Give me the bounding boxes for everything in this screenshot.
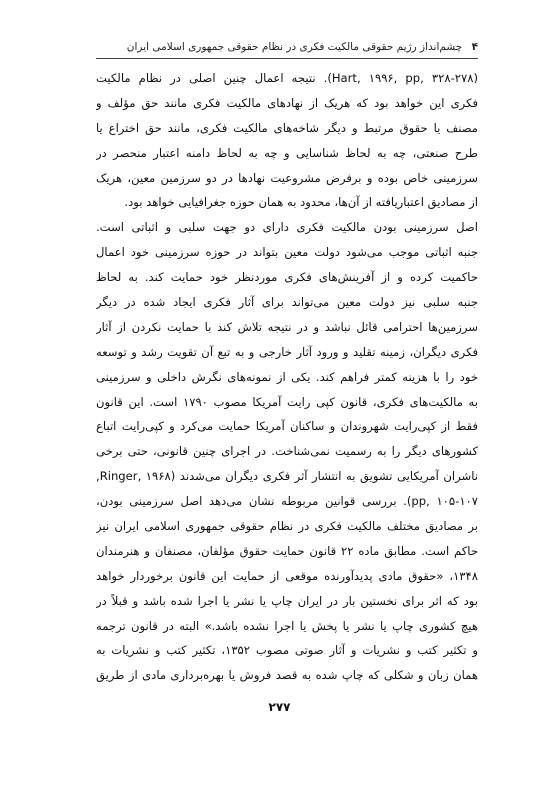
text-line: فکری این خواهد بود که هریک از نهادهای مالکیت فکری مانند حق مؤلف و bbox=[96, 95, 478, 110]
page-number: ۲۷۷ bbox=[268, 700, 291, 714]
running-head-title: چشم‌انداز رژیم حقوقی مالکیت فکری در نظام حقوقی جمهوری اسلامی ایران bbox=[126, 41, 463, 53]
text-line: حاکمیت کرده و از آفرینش‌های فکری موردنظر خود حمایت کند. به لحاظ bbox=[96, 270, 478, 285]
text-line: به مالکیت‌های فکری، قانون کپی رایت آمریکا مصوب ۱۷۹۰ است. این قانون bbox=[96, 394, 478, 409]
text-line: جنبه اثباتی موجب می‌شود دولت معین بتواند در حوزه سرزمینی خود اعمال bbox=[96, 245, 478, 260]
paragraph-2 bbox=[96, 215, 478, 688]
text-line: pp, ۱۰۵-۱۰۷). بررسی قوانین مربوطه نشان می‌دهد اصل سرزمینی بودن، bbox=[96, 494, 478, 509]
text-line: سرزمینی خاص بوده و برفرض مشروعیت نهادها در دو سرزمین معین، هریک bbox=[96, 170, 478, 185]
text-line: اصل سرزمینی بودن مالکیت فکری دارای دو جهت سلبی و اثباتی است. bbox=[96, 220, 478, 235]
text-line: طرح صنعتی، چه به لحاظ شناسایی و چه به لحاظ دامنه اعتبار منحصر در bbox=[96, 145, 478, 160]
text-line: و تکثیر کتب و نشریات و آثار صوتی مصوب ۱۳۵۲، تکثیر کتب و نشریات به bbox=[96, 643, 478, 658]
text-line: کشورهای دیگر را به رسمیت نمی‌شناخت. در اجرای چنین قانونی، حتی برخی bbox=[96, 444, 478, 459]
header-rule bbox=[96, 58, 478, 59]
text-line: همان زبان و شکلی که چاپ شده به قصد فروش یا بهره‌برداری مادی از طریق bbox=[96, 668, 478, 683]
running-head-mark: ۴ bbox=[471, 41, 478, 53]
paragraph-1 bbox=[96, 66, 478, 215]
text-line: جنبه سلبی نیز دولت معین می‌تواند برای آثار فکری ایجاد شده در دیگر bbox=[96, 295, 478, 310]
text-line: هیچ کشوری چاپ یا نشر یا پخش یا اجرا نشده باشد.» البته در قانون ترجمه bbox=[96, 618, 478, 633]
body-text bbox=[96, 66, 478, 688]
text-line: ناشران آمریکایی تشویق به انتشار آثر فکری دیگران می‌شدند (Ringer, ۱۹۶۸, bbox=[96, 469, 478, 484]
text-line: بر مصادیق مختلف مالکیت فکری در نظام حقوقی جمهوری اسلامی ایران نیز bbox=[96, 519, 478, 534]
text-line: (Hart, ۱۹۹۶, pp, ۳۲۸-۲۷۸). نتیجه اعمال چنین اصلی در نظام مالکیت bbox=[96, 71, 478, 85]
running-head bbox=[96, 40, 478, 54]
text-line: سرزمین‌ها احترامی قائل نباشد و در نتیجه تلاش کند با حمایت نکردن از آثار bbox=[96, 319, 478, 334]
text-line: بود که اثر برای نخستین بار در ایران چاپ یا نشر یا اجرا شده باشد و قبلاً در bbox=[96, 593, 478, 608]
text-line: ۱۳۴۸، «حقوق مادی پدیدآورنده موقعی از حمایت این قانون برخوردار خواهد bbox=[96, 568, 478, 583]
text-line: خود را با هزینه کمتر فراهم کند. یکی از نمونه‌های نگرش داخلی و سرزمینی bbox=[96, 369, 478, 384]
text-line: حاکم است. مطابق ماده ۲۲ قانون حمایت حقوق مؤلفان، مصنفان و هنرمندان bbox=[96, 543, 478, 558]
text-line: فقط از کپی‌رایت شهروندان و ساکنان آمریکا حمایت می‌کرد و کپی‌رایت اتباع bbox=[96, 419, 478, 434]
text-line: از مصادیق اعتباریافته از آن‌ها، محدود به همان حوزه جغرافیایی خواهد بود. bbox=[124, 195, 478, 210]
text-line: مصنف یا حقوق مرتبط و دیگر شاخه‌های مالکیت فکری، مانند حق اختراع یا bbox=[96, 120, 478, 135]
text-line: فکری دیگران، زمینه تقلید و ورود آثار خارجی و به تبع آن تقویت رشد و توسعه bbox=[96, 344, 478, 359]
